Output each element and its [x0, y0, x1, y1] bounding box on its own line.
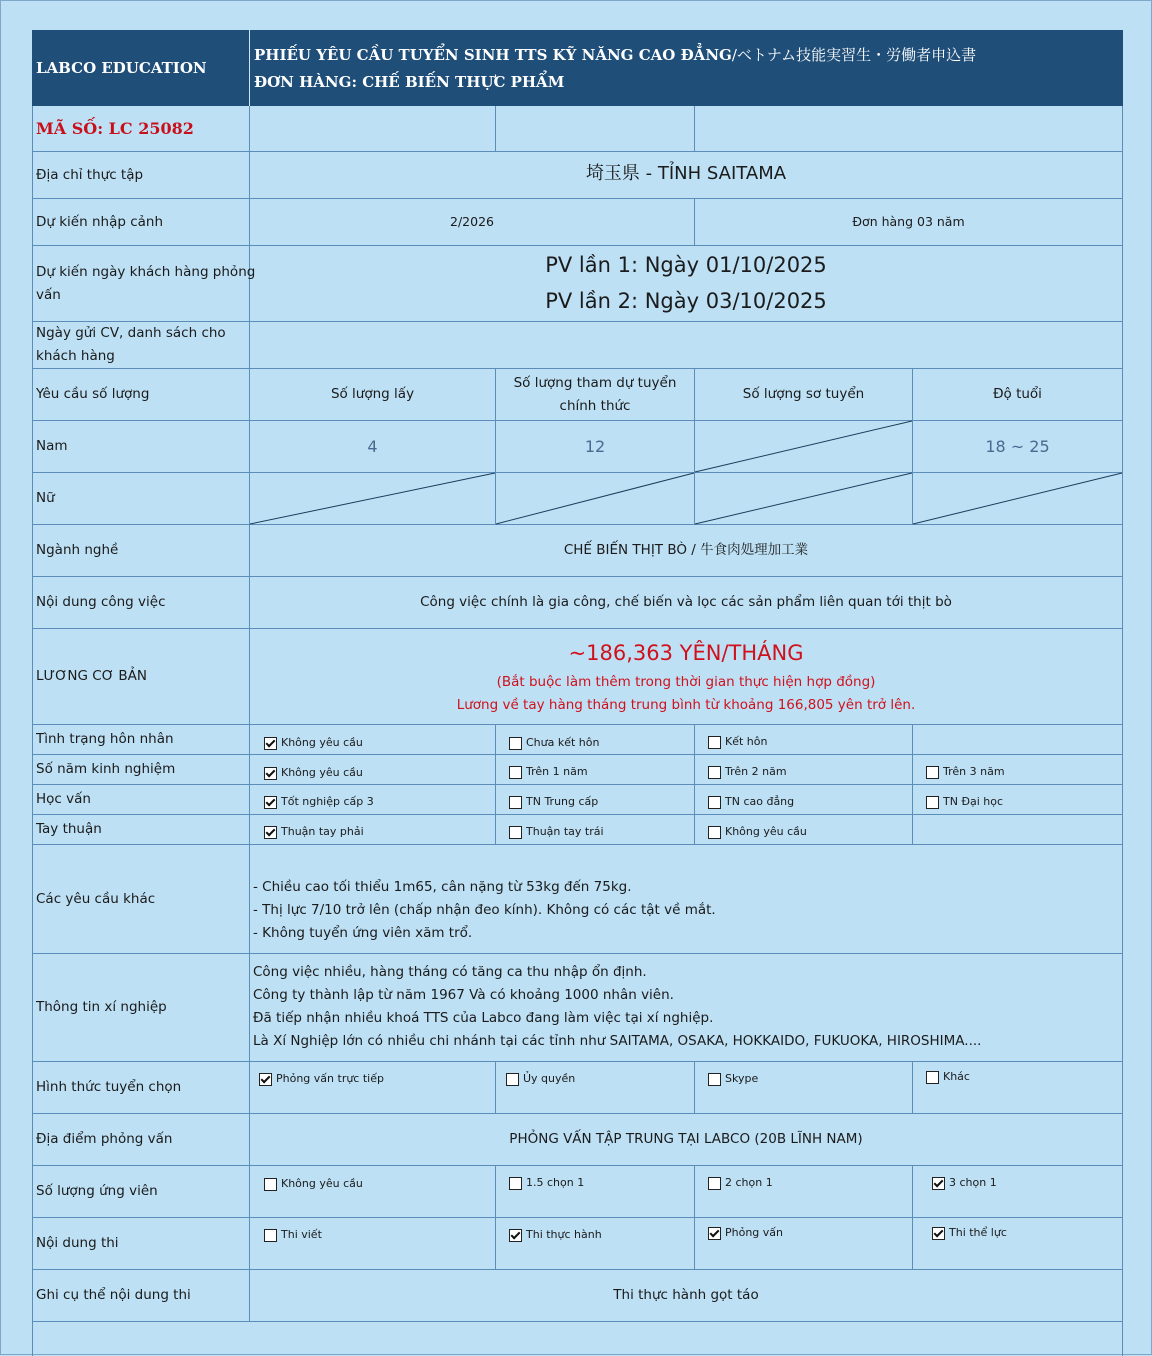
selection-label: Hình thức tuyển chọn: [36, 1079, 182, 1095]
contract-value: Đơn hàng 03 năm: [852, 214, 965, 229]
title-jp: /ベトナム技能実習生・労働者申込書: [731, 46, 977, 64]
selection-option[interactable]: Phỏng vấn trực tiếp: [259, 1072, 384, 1086]
checkbox-icon: [926, 796, 939, 809]
interview-label: Dự kiến ngày khách hàng phỏng: [36, 264, 256, 280]
female-label: Nữ: [36, 490, 55, 506]
checkbox-icon: [264, 1178, 277, 1191]
experience-option[interactable]: Trên 1 năm: [509, 765, 588, 779]
selection-option[interactable]: Ủy quyền: [506, 1072, 575, 1086]
checkbox-icon: [506, 1073, 519, 1086]
company-info-line: Là Xí Nghiệp lớn có nhiều chi nhánh tại các tỉnh như SAITAMA, OSAKA, HOKKAIDO, FUKUOKA, HIROSHIMA....: [253, 1033, 982, 1049]
interview-place-label: Địa điểm phỏng vấn: [36, 1131, 173, 1147]
requirements-table: MÃ SỐ: LC 25082 Địa chỉ thực tập 埼玉県 - TỈNH SAITAMA Dự kiến nhập cảnh 2/2026 Đơn hàng 03 năm Dự kiến ngày khách hàng phỏng vấn PV lần 1: Ngày 01/10/2025 PV lần 2: Ngày 03/10/2025 Ngày gửi CV, danh sách cho khách hàng Yêu cầu số lượng Số lượng lấy Số lượng tham dự tuyển chính thức Số lượng sơ tuyển Độ tuổi Nam 4 12 18 ~ 25 Nữ Ngành nghề CHẾ BIẾN THỊT BÒ / 牛食肉処理加工業 Nội dung công việc Công việc chính là gia công, chế biến và lọc các sản phẩm liên quan tới thịt bò LƯƠNG CƠ BẢN ~186,363 YÊN/THÁNG (Bắt buộc làm thêm trong thời gian thực hiện hợp đồng) Lương về tay hàng tháng trung bình từ khoảng 166,805 yên trở lên. Tình trạng hôn nhân Số năm kinh nghiệm Học vấn Tay thuận Không yêu cầu Chưa kết hôn Kết hôn Không yêu cầu Trên 1 năm Trên 2 năm Trên 3 năm Tốt nghiệp cấp 3 TN Trung cấp TN cao đẳng TN Đại học Thuận tay phải Thuận tay trái Không yêu cầu Các yêu cầu khác - Chiều cao tối thiểu 1m65, cân nặng từ 53kg đến 75kg. - Thị lực 7/10 trở lên (chấp nhận đeo kính). Không có các tật về mắt. - Không tuyển ứng viên xăm trổ. Thông tin xí nghiệp Công việc nhiều, hàng tháng có tăng ca thu nhập ổn định. Công ty thành lập từ năm 1967 Và có khoảng 1000 nhân viên. Đã tiếp nhận nhiều khoá TTS của Labco đang làm việc tại xí nghiệp. Là Xí Nghiệp lớn có nhiều chi nhánh tại các tỉnh như SAITAMA, OSAKA, HOKKAIDO, FUKUOKA, HIROSHIMA.... Hình thức tuyển chọn Phỏng vấn trực tiếp Ủy quyền Skype Khác Địa điểm phỏng vấn PHỎNG VẤN TẬP TRUNG TẠI LABCO (20B LĨNH NAM) Số lượng ứng viên Không yêu cầu 1.5 chọn 1 2 chọn 1 3 chọn 1 Nội dung thi Thi viết Thi thực hành Phỏng vấn Thi thể lực Ghi cụ thể nội dung thi Thi thực hành gọt táo: [32, 106, 1123, 1356]
checkbox-icon: [264, 1229, 277, 1242]
exam-option[interactable]: Thi thực hành: [509, 1228, 602, 1242]
checkbox-icon: [708, 736, 721, 749]
experience-option[interactable]: Trên 2 năm: [708, 765, 787, 779]
experience-option[interactable]: Không yêu cầu: [264, 766, 363, 780]
checkbox-icon: [509, 796, 522, 809]
other-requirement: - Không tuyển ứng viên xăm trổ.: [253, 925, 473, 941]
checkbox-icon: [926, 1071, 939, 1084]
education-option[interactable]: Tốt nghiệp cấp 3: [264, 795, 374, 809]
entry-label: Dự kiến nhập cảnh: [36, 214, 164, 230]
form-header: [32, 30, 1123, 106]
order-subtitle: ĐƠN HÀNG: CHẾ BIẾN THỰC PHẨM: [254, 73, 565, 91]
marital-option[interactable]: Kết hôn: [708, 735, 767, 749]
company-info-line: Đã tiếp nhận nhiều khoá TTS của Labco đang làm việc tại xí nghiệp.: [253, 1010, 714, 1026]
handedness-option[interactable]: Thuận tay phải: [264, 825, 364, 839]
education-option[interactable]: TN Đại học: [926, 795, 1003, 809]
checked-checkbox-icon: [708, 1227, 721, 1240]
candidates-option[interactable]: 1.5 chọn 1: [509, 1176, 584, 1190]
checked-checkbox-icon: [259, 1073, 272, 1086]
male-take: 4: [367, 437, 378, 456]
other-requirements-label: Các yêu cầu khác: [36, 891, 156, 907]
checked-checkbox-icon: [264, 737, 277, 750]
work-value: Công việc chính là gia công, chế biến và lọc các sản phẩm liên quan tới thịt bò: [420, 594, 952, 610]
order-code: MÃ SỐ: LC 25082: [36, 119, 194, 138]
exam-detail-value: Thi thực hành gọt táo: [613, 1287, 759, 1303]
address-label: Địa chỉ thực tập: [36, 167, 144, 183]
exam-option[interactable]: Thi viết: [264, 1228, 322, 1242]
checkbox-icon: [509, 1177, 522, 1190]
quantity-label: Yêu cầu số lượng: [36, 386, 150, 402]
exam-detail-label: Ghi cụ thể nội dung thi: [36, 1287, 191, 1303]
checkbox-icon: [509, 737, 522, 750]
checked-checkbox-icon: [509, 1229, 522, 1242]
col-take: Số lượng lấy: [330, 386, 415, 402]
salary-label: LƯƠNG CƠ BẢN: [36, 668, 147, 684]
checked-checkbox-icon: [264, 826, 277, 839]
handedness-label: Tay thuận: [36, 821, 102, 837]
education-option[interactable]: TN Trung cấp: [509, 795, 598, 809]
interview-date-1: PV lần 1: Ngày 01/10/2025: [545, 253, 827, 277]
company-name: LABCO EDUCATION: [36, 59, 207, 77]
candidates-label: Số lượng ứng viên: [36, 1183, 158, 1199]
checkbox-icon: [708, 1177, 721, 1190]
company-info-line: Công ty thành lập từ năm 1967 Và có khoảng 1000 nhân viên.: [253, 987, 674, 1003]
address-value: 埼玉県 - TỈNH SAITAMA: [585, 163, 787, 184]
exam-option[interactable]: Phỏng vấn: [708, 1226, 783, 1240]
checkbox-icon: [708, 826, 721, 839]
exam-option[interactable]: Thi thể lực: [932, 1226, 1007, 1240]
checkbox-icon: [926, 766, 939, 779]
checkbox-icon: [509, 766, 522, 779]
work-label: Nội dung công việc: [36, 594, 166, 610]
job-label: Ngành nghề: [36, 542, 119, 558]
male-exam: 12: [584, 437, 606, 456]
selection-option[interactable]: Khác: [926, 1070, 970, 1084]
company-info-label: Thông tin xí nghiệp: [36, 999, 167, 1015]
interview-place-value: PHỎNG VẤN TẬP TRUNG TẠI LABCO (20B LĨNH NAM): [509, 1131, 863, 1147]
checkbox-icon: [708, 796, 721, 809]
candidates-option[interactable]: Không yêu cầu: [264, 1177, 363, 1191]
education-label: Học vấn: [36, 791, 91, 807]
checked-checkbox-icon: [264, 796, 277, 809]
checkbox-icon: [708, 1073, 721, 1086]
col-age: Độ tuổi: [993, 386, 1042, 402]
salary-note-1: (Bắt buộc làm thêm trong thời gian thực hiện hợp đồng): [496, 674, 876, 690]
handedness-option[interactable]: Không yêu cầu: [708, 825, 807, 839]
checked-checkbox-icon: [932, 1227, 945, 1240]
education-option[interactable]: TN cao đẳng: [708, 795, 794, 809]
experience-label: Số năm kinh nghiệm: [36, 761, 176, 777]
experience-option[interactable]: Trên 3 năm: [926, 765, 1005, 779]
checkbox-icon: [708, 766, 721, 779]
candidates-option[interactable]: 3 chọn 1: [932, 1176, 997, 1190]
male-age: 18 ~ 25: [985, 437, 1050, 456]
exam-content-label: Nội dung thi: [36, 1235, 119, 1251]
salary-value: ~186,363 YÊN/THÁNG: [568, 641, 804, 665]
job-value: CHẾ BIẾN THỊT BÒ / 牛食肉処理加工業: [563, 542, 809, 558]
other-requirement: - Thị lực 7/10 trở lên (chấp nhận đeo kính). Không có các tật về mắt.: [253, 902, 716, 918]
marital-option[interactable]: Không yêu cầu: [264, 736, 363, 750]
company-info-line: Công việc nhiều, hàng tháng có tăng ca thu nhập ổn định.: [253, 964, 647, 980]
checkbox-icon: [509, 826, 522, 839]
col-exam: Số lượng tham dự tuyển: [513, 375, 677, 391]
cv-date-label: Ngày gửi CV, danh sách cho: [36, 325, 226, 341]
interview-date-2: PV lần 2: Ngày 03/10/2025: [545, 289, 827, 313]
marital-label: Tình trạng hôn nhân: [36, 731, 174, 747]
candidates-option[interactable]: 2 chọn 1: [708, 1176, 773, 1190]
checked-checkbox-icon: [932, 1177, 945, 1190]
entry-value: 2/2026: [450, 214, 494, 229]
col-pre: Số lượng sơ tuyển: [742, 386, 865, 402]
selection-option[interactable]: Skype: [708, 1072, 758, 1086]
checked-checkbox-icon: [264, 767, 277, 780]
other-requirement: - Chiều cao tối thiểu 1m65, cân nặng từ 53kg đến 75kg.: [253, 879, 632, 895]
form-title: [254, 42, 976, 96]
handedness-option[interactable]: Thuận tay trái: [509, 825, 604, 839]
male-label: Nam: [36, 438, 68, 454]
title-vn: PHIẾU YÊU CẦU TUYỂN SINH TTS KỸ NĂNG CAO ĐẲNG: [254, 46, 732, 64]
marital-option[interactable]: Chưa kết hôn: [509, 736, 599, 750]
salary-note-2: Lương về tay hàng tháng trung bình từ khoảng 166,805 yên trở lên.: [456, 697, 916, 713]
